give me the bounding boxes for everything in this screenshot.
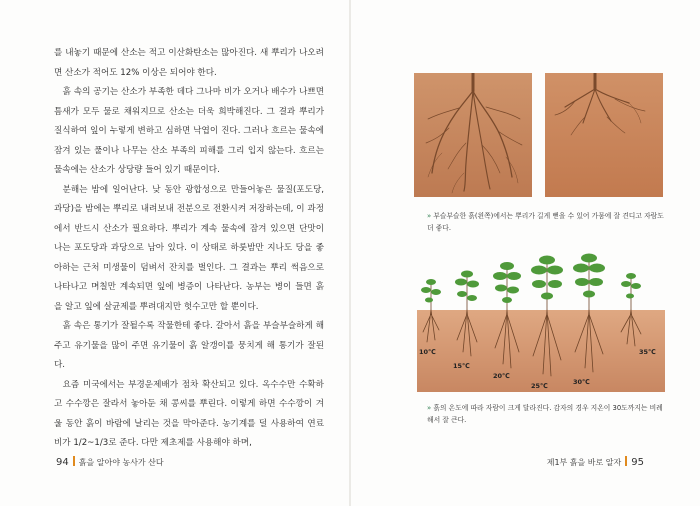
caption-text: 부슬부슬한 흙(왼쪽)에서는 뿌리가 길게 뻗을 수 있어 가뭄에 잘 견디고 자람도 더 좋다.: [427, 212, 664, 232]
paragraph: 흙 속의 공기는 산소가 부족한 데다 그나마 비가 오거나 배수가 나쁘면 틈새가 모두 물로 채워지므로 산소는 더욱 희박해진다. 그 결과 뿌리가 질식하여 잎이 누렇게 변하고 심하면 낙엽이 진다. 그러나 흐르는 물속에 잠겨 있는 풀이나 나무는 산소 부족의 피해를 그리 입지 않는다. 흐르는 물속에는 산소가 상당량 들어 있기 때문이다.: [54, 87, 324, 175]
caption-text: 흙의 온도에 따라 자람이 크게 달라진다. 감자의 경우 지온이 30도까지는 비례해서 잘 큰다.: [427, 404, 663, 424]
paragraph: 분해는 밤에 일어난다. 낮 동안 광합성으로 만들어놓은 물질(포도당, 과당)을 밤에는 뿌리로 내려보내 전분으로 전환시켜 저장하는데, 이 과정에서 반드시 산소가 필요하다. 뿌리가 계속 물속에 잠겨 있으면 단맛이 나는 포도당과 과당으로 남아 있다. 이 상태로 하룻밤만 지나도 당을 좋아하는 근처 미생물이 덤벼서 잔치를 벌인다. 그 결과는 뿌리 썩음으로 나타나고 며칠만 계속되면 잎에 병증이 나타난다. 농부는 병이 들면 흙 을 알고 잎에 살균제를 뿌려대지만 헛수고만 할 뿐이다.: [54, 184, 324, 312]
caption-marker: »: [427, 404, 432, 412]
running-title: 제1부 흙을 바로 알자: [546, 458, 622, 467]
running-title: 흙을 알아야 농사가 산다: [78, 458, 164, 467]
right-page: [351, 0, 700, 506]
temperature-label: 15℃: [453, 362, 470, 370]
temperature-label: 20℃: [493, 372, 510, 380]
caption-marker: »: [427, 212, 432, 220]
temperature-label: 35℃: [639, 348, 656, 356]
potato-growth-icon: [417, 252, 665, 392]
figure-caption-roots: [427, 210, 667, 234]
temperature-label: 25℃: [531, 382, 548, 390]
paragraph: 를 내놓기 때문에 산소는 적고 이산화탄소는 많아진다. 새 뿌리가 나오려면 산소가 적어도 12% 이상은 되어야 한다.: [54, 48, 324, 78]
long-roots-icon: [414, 73, 532, 197]
page-number: 94: [56, 457, 69, 468]
page-number: 95: [631, 457, 644, 468]
temperature-label: 30℃: [573, 378, 590, 386]
left-folio: [56, 456, 164, 468]
left-page-body: [54, 44, 324, 454]
loose-soil-illustration: [414, 73, 532, 197]
soil-temperature-illustration: [417, 252, 665, 392]
compact-soil-illustration: [545, 73, 663, 197]
paragraph: 흙 속은 통기가 잘될수록 작물한테 좋다. 갈아서 흙을 부슬부슬하게 해주고 유기물을 많이 주면 유기물이 흙 알갱이를 뭉치게 해 통기가 잘된다.: [54, 321, 324, 370]
folio-divider: [73, 456, 75, 466]
folio-divider: [625, 456, 627, 466]
left-page: [0, 0, 349, 506]
temperature-label: 10℃: [419, 348, 436, 356]
paragraph: 요즘 미국에서는 부경운제배가 점차 확산되고 있다. 옥수수만 수확하고 수수깡은 잘라서 놓아둔 채 콩씨를 뿌린다. 이렇게 하면 수수깡이 겨울 동안 흙이 바람에 날리는 것을 막아준다. 농기계를 덜 사용하여 연료비가 1/2~1/3로 준다. 다만 제초제를 사용해야 하며,: [54, 379, 324, 448]
short-roots-icon: [545, 73, 663, 197]
figure-caption-temperature: [427, 402, 667, 426]
right-folio: [547, 456, 644, 468]
